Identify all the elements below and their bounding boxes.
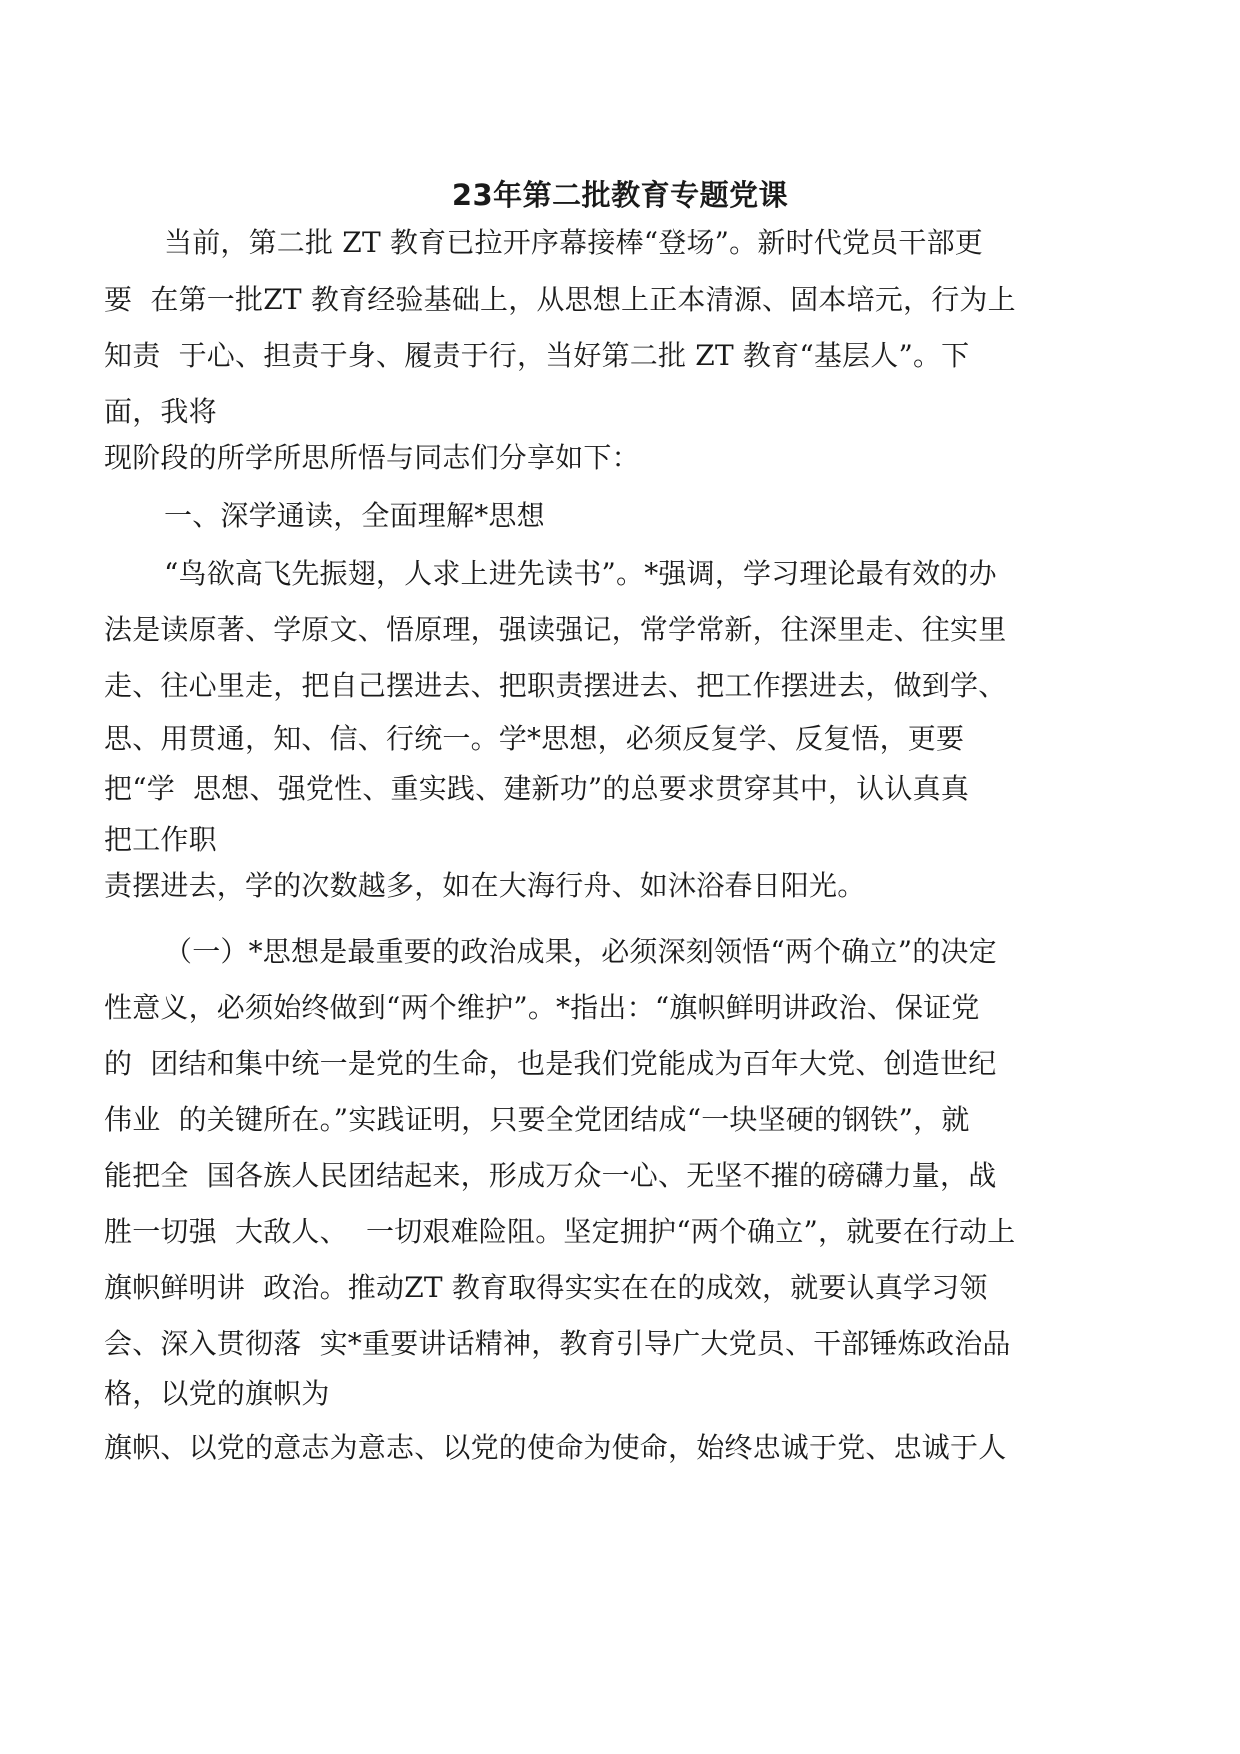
paragraph-3-line-1: （一）*思想是最重要的政治成果，必须深刻领悟“两个确立”的决定: [164, 935, 997, 968]
section-heading-1: 一、深学通读，全面理解*思想: [164, 499, 545, 532]
paragraph-3-line-9: 格，以党的旗帜为: [104, 1377, 330, 1410]
paragraph-3-line-5: 能把全 国各族人民团结起来，形成万众一心、无坚不摧的磅礴力量，战: [104, 1159, 997, 1192]
paragraph-3-line-4: 伟业 的关键所在。”实践证明，只要全党团结成“一块坚硬的钢铁”，就: [104, 1103, 970, 1136]
paragraph-1-line-1: 当前，第二批 ZT 教育已拉开序幕接棒“登场”。新时代党员干部更: [164, 226, 983, 259]
paragraph-2-line-2: 法是读原著、学原文、悟原理，强读强记，常学常新，往深里走、往实里: [104, 613, 1007, 646]
paragraph-3-line-6: 胜一切强 大敌人、 一切艰难险阻。坚定拥护“两个确立”，就要在行动上: [104, 1215, 1016, 1248]
paragraph-1-line-4: 面，我将: [104, 395, 217, 428]
paragraph-2-line-5: 把“学 思想、强党性、重实践、建新功”的总要求贯穿其中，认认真真: [104, 772, 970, 805]
document-title: 23年第二批教育专题党课: [451, 178, 789, 212]
paragraph-1-line-3: 知责 于心、担责于身、履责于行，当好第二批 ZT 教育“基层人”。下: [104, 339, 970, 372]
paragraph-1-line-2: 要 在第一批ZT 教育经验基础上，从思想上正本清源、固本培元，行为上: [104, 283, 1016, 316]
paragraph-3-line-10: 旗帜、以党的意志为意志、以党的使命为使命，始终忠诚于党、忠诚于人: [104, 1431, 1007, 1464]
paragraph-3-line-7: 旗帜鲜明讲 政治。推动ZT 教育取得实实在在的成效，就要认真学习领: [104, 1271, 988, 1304]
paragraph-3-line-2: 性意义，必须始终做到“两个维护”。*指出：“旗帜鲜明讲政治、保证党: [104, 991, 980, 1024]
paragraph-3-line-3: 的 团结和集中统一是党的生命，也是我们党能成为百年大党、创造世纪: [104, 1047, 997, 1080]
paragraph-2-line-7: 责摆进去，学的次数越多，如在大海行舟、如沐浴春日阳光。: [104, 869, 866, 902]
paragraph-2-line-4: 思、用贯通，知、信、行统一。学*思想，必须反复学、反复悟，更要: [104, 722, 965, 755]
paragraph-2-line-6: 把工作职: [104, 823, 217, 856]
paragraph-2-line-3: 走、往心里走，把自己摆进去、把职责摆进去、把工作摆进去，做到学、: [104, 669, 1007, 702]
paragraph-3-line-8: 会、深入贯彻落 实*重要讲话精神，教育引导广大党员、干部锤炼政治品: [104, 1327, 1011, 1360]
paragraph-2-line-1: “鸟欲高飞先振翅，人求上进先读书”。*强调，学习理论最有效的办: [164, 557, 997, 590]
paragraph-1-line-5: 现阶段的所学所思所悟与同志们分享如下：: [104, 441, 640, 474]
